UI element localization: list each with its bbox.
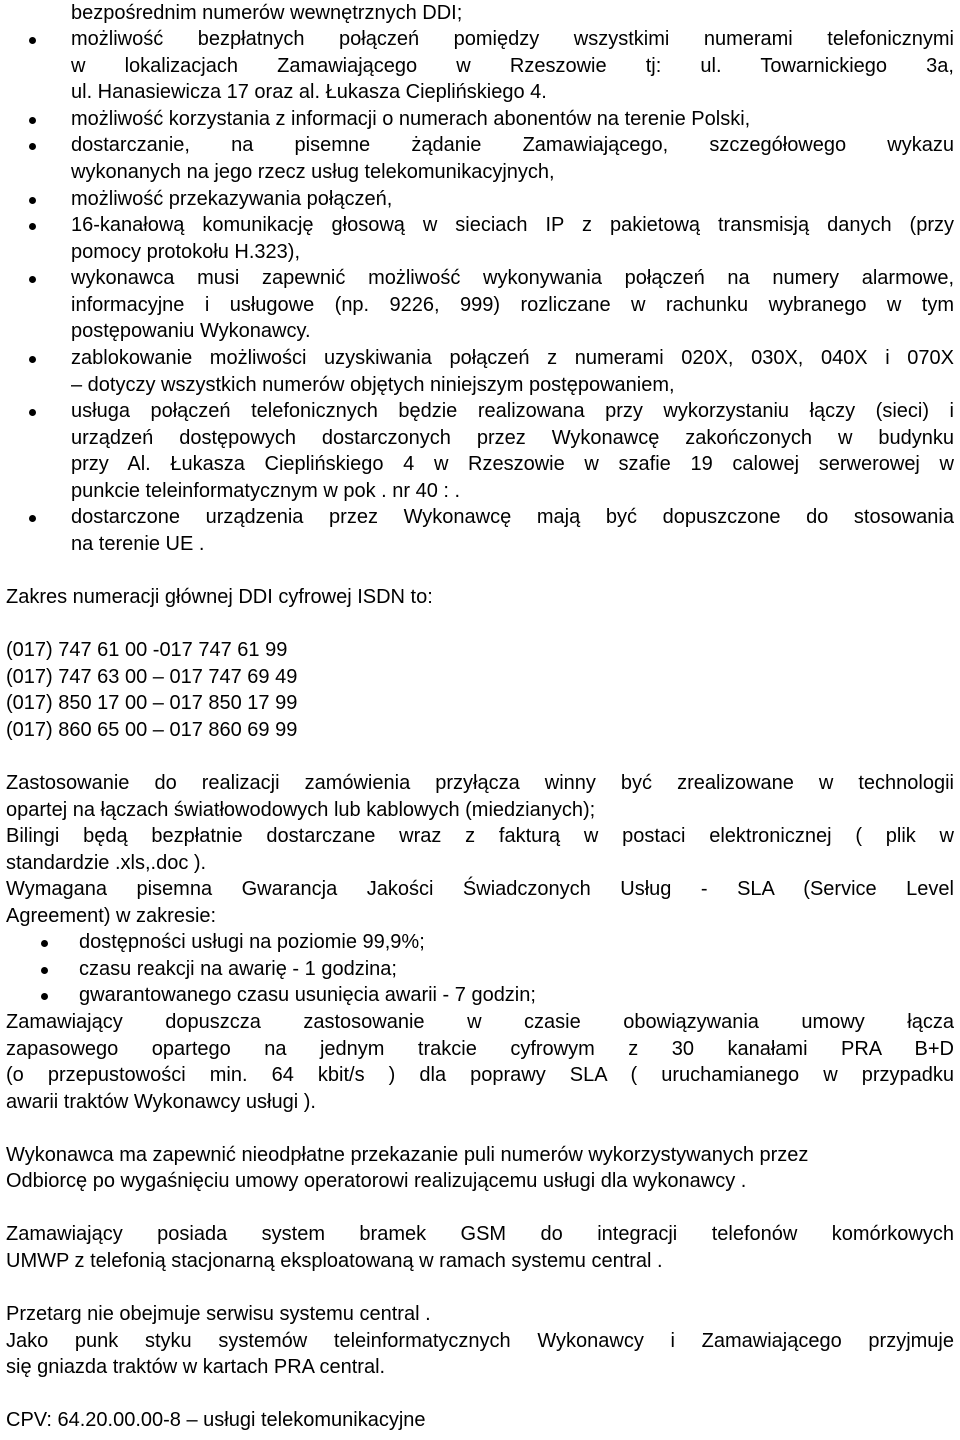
- list-item-line: w lokalizacjach Zamawiającego w Rzeszowie tj: ul. Towarnickiego 3a,: [71, 55, 954, 77]
- bullet-icon: [29, 223, 36, 230]
- ddi-range: (017) 860 65 00 – 017 860 69 99: [6, 719, 298, 741]
- list-item-line: dostarczone urządzenia przez Wykonawcę mają być dopuszczone do stosowania: [71, 506, 954, 528]
- list-item-line: dostarczanie, na pisemne żądanie Zamawiającego, szczegółowego wykazu: [71, 134, 954, 156]
- paragraph-line: standardzie .xls,.doc ).: [6, 852, 207, 874]
- paragraph-line: Zamawiający posiada system bramek GSM do integracji telefonów komórkowych: [6, 1223, 954, 1245]
- bullet-icon: [29, 409, 36, 416]
- list-item-line: – dotyczy wszystkich numerów objętych niniejszym postępowaniem,: [71, 374, 675, 396]
- paragraph-line: Odbiorcę po wygaśnięciu umowy operatorowi realizującemu usługi dla wykonawcy .: [6, 1170, 747, 1192]
- list-item-line: bezpośrednim numerów wewnętrznych DDI;: [71, 2, 463, 24]
- paragraph-line: Zastosowanie do realizacji zamówienia przyłącza winny być zrealizowane w technologii: [6, 772, 954, 794]
- ddi-range: (017) 850 17 00 – 017 850 17 99: [6, 692, 298, 714]
- bullet-icon: [41, 967, 48, 974]
- list-item-line: postępowaniu Wykonawcy.: [71, 320, 311, 342]
- ddi-heading: Zakres numeracji głównej DDI cyfrowej ISDN to:: [6, 586, 433, 608]
- paragraph-line: Przetarg nie obejmuje serwisu systemu central .: [6, 1303, 431, 1325]
- paragraph-line: awarii traktów Wykonawcy usługi ).: [6, 1091, 316, 1113]
- bullet-icon: [29, 37, 36, 44]
- bullet-icon: [29, 356, 36, 363]
- bullet-icon: [41, 993, 48, 1000]
- list-item-line: na terenie UE .: [71, 533, 205, 555]
- list-item-line: przy Al. Łukasza Cieplińskiego 4 w Rzeszowie w szafie 19 calowej serwerowej w: [71, 453, 954, 475]
- bullet-icon: [29, 143, 36, 150]
- list-item-line: możliwość przekazywania połączeń,: [71, 188, 393, 210]
- list-item-line: możliwość bezpłatnych połączeń pomiędzy wszystkimi numerami telefonicznymi: [71, 28, 954, 50]
- paragraph-line: Jako punk styku systemów teleinformatycznych Wykonawcy i Zamawiającego przyjmuje: [6, 1330, 954, 1352]
- ddi-range: (017) 747 63 00 – 017 747 69 49: [6, 666, 298, 688]
- list-item-line: wykonawca musi zapewnić możliwość wykonywania połączeń na numery alarmowe,: [71, 267, 954, 289]
- sla-item: gwarantowanego czasu usunięcia awarii - 7 godzin;: [79, 984, 536, 1006]
- paragraph-line: Wykonawca ma zapewnić nieodpłatne przekazanie puli numerów wykorzystywanych przez: [6, 1144, 809, 1166]
- bullet-icon: [41, 940, 48, 947]
- paragraph-line: Wymagana pisemna Gwarancja Jakości Świadczonych Usług - SLA (Service Level: [6, 878, 954, 900]
- bullet-icon: [29, 117, 36, 124]
- list-item-line: urządzeń dostępowych dostarczonych przez Wykonawcę zakończonych w budynku: [71, 427, 954, 449]
- list-item-line: ul. Hanasiewicza 17 oraz al. Łukasza Cieplińskiego 4.: [71, 81, 547, 103]
- bullet-icon: [29, 276, 36, 283]
- paragraph-line: Agreement) w zakresie:: [6, 905, 217, 927]
- list-item-line: 16-kanałową komunikację głosową w sieciach IP z pakietową transmisją danych (przy: [71, 214, 954, 236]
- paragraph-line: Zamawiający dopuszcza zastosowanie w czasie obowiązywania umowy łącza: [6, 1011, 954, 1033]
- bullet-icon: [29, 515, 36, 522]
- paragraph-line: (o przepustowości min. 64 kbit/s ) dla poprawy SLA ( uruchamianego w przypadku: [6, 1064, 954, 1086]
- cpv-code: CPV: 64.20.00.00-8 – usługi telekomunikacyjne: [6, 1409, 426, 1431]
- sla-item: dostępności usługi na poziomie 99,9%;: [79, 931, 425, 953]
- bullet-icon: [29, 197, 36, 204]
- ddi-range: (017) 747 61 00 -017 747 61 99: [6, 639, 288, 661]
- list-item-line: zablokowanie możliwości uzyskiwania połączeń z numerami 020X, 030X, 040X i 070X: [71, 347, 954, 369]
- list-item-line: możliwość korzystania z informacji o numerach abonentów na terenie Polski,: [71, 108, 751, 130]
- list-item-line: punkcie teleinformatycznym w pok . nr 40 : .: [71, 480, 461, 502]
- paragraph-line: zapasowego opartego na jednym trakcie cyfrowym z 30 kanałami PRA B+D: [6, 1038, 954, 1060]
- paragraph-line: UMWP z telefonią stacjonarną eksploatowaną w ramach systemu central .: [6, 1250, 663, 1272]
- list-item-line: informacyjne i usługowe (np. 9226, 999) rozliczane w rachunku wybranego w tym: [71, 294, 954, 316]
- list-item-line: usługa połączeń telefonicznych będzie realizowana przy wykorzystaniu łączy (sieci) i: [71, 400, 954, 422]
- paragraph-line: się gniazda traktów w kartach PRA central.: [6, 1356, 386, 1378]
- paragraph-line: opartej na łączach światłowodowych lub kablowych (miedzianych);: [6, 799, 596, 821]
- sla-item: czasu reakcji na awarię - 1 godzina;: [79, 958, 397, 980]
- list-item-line: pomocy protokołu H.323),: [71, 241, 301, 263]
- list-item-line: wykonanych na jego rzecz usług telekomunikacyjnych,: [71, 161, 555, 183]
- paragraph-line: Bilingi będą bezpłatnie dostarczane wraz z fakturą w postaci elektronicznej ( plik w: [6, 825, 954, 847]
